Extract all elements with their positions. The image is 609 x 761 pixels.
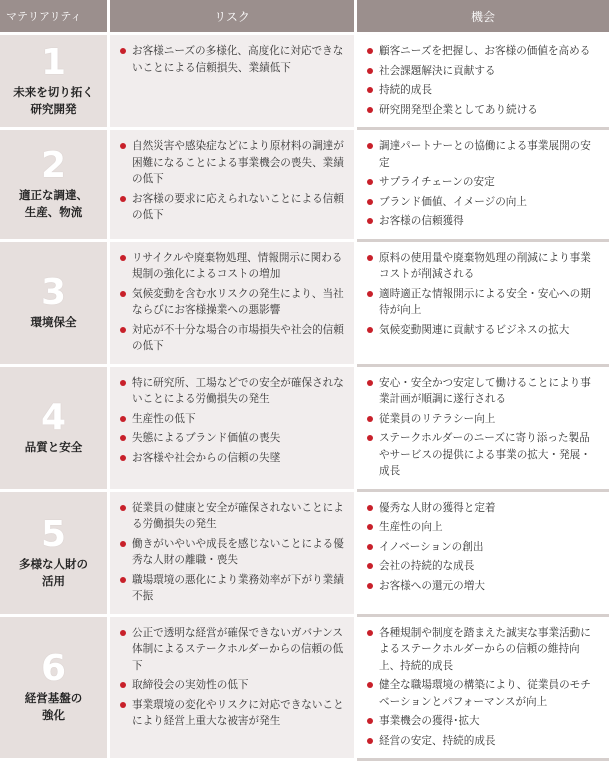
opportunity-cell xyxy=(357,367,609,492)
materiality-name: 未来を切り拓く 研究開発 xyxy=(0,84,107,118)
risk-cell xyxy=(110,242,357,367)
table-row xyxy=(0,367,609,492)
risk-item: 働きがいやいや成長を感じないことによる優秀な人財の離職・喪失 xyxy=(120,536,344,569)
materiality-cell xyxy=(0,617,110,761)
risk-item: お客様の要求に応えられないことによる信頼の低下 xyxy=(120,191,344,224)
opportunity-cell xyxy=(357,617,609,761)
risk-list xyxy=(110,35,354,85)
materiality-cell xyxy=(0,35,110,130)
opportunity-cell xyxy=(357,35,609,130)
risk-list xyxy=(110,617,354,739)
opportunity-list xyxy=(357,617,609,759)
risk-item: 特に研究所、工場などでの安全が確保されないことによる労働損失の発生 xyxy=(120,375,344,408)
opportunity-item: 持続的成長 xyxy=(367,82,599,99)
opportunity-item: 会社の持続的な成長 xyxy=(367,558,599,575)
opportunity-item: お客様への還元の増大 xyxy=(367,578,599,595)
table-body xyxy=(0,35,609,761)
opportunity-item: イノベーションの創出 xyxy=(367,539,599,556)
risk-item: 失態によるブランド価値の喪失 xyxy=(120,430,344,447)
risk-cell xyxy=(110,130,357,242)
table-row xyxy=(0,242,609,367)
materiality-name: 適正な調達、 生産、物流 xyxy=(0,187,107,221)
risk-item: 対応が不十分な場合の市場損失や社会的信頼の低下 xyxy=(120,322,344,355)
table-row xyxy=(0,617,609,761)
header-row xyxy=(0,0,609,35)
materiality-cell xyxy=(0,367,110,492)
table-row xyxy=(0,35,609,130)
table-row xyxy=(0,492,609,617)
opportunity-item: 各種規制や制度を踏まえた誠実な事業活動によるステークホルダーからの信頼の維持向上、持続的成長 xyxy=(367,625,599,675)
opportunity-item: 社会課題解決に貢献する xyxy=(367,63,599,80)
opportunity-list xyxy=(357,35,609,127)
risk-cell xyxy=(110,492,357,617)
materiality-number: 5 xyxy=(0,516,107,554)
risk-list xyxy=(110,367,354,476)
opportunity-item: 事業機会の獲得･拡大 xyxy=(367,713,599,730)
header-materiality: マテリアリティ xyxy=(0,0,110,35)
opportunity-cell xyxy=(357,492,609,617)
materiality-number: 4 xyxy=(0,399,107,437)
risk-item: 気候変動を含む水リスクの発生により、当社ならびにお客様操業への悪影響 xyxy=(120,286,344,319)
opportunity-list xyxy=(357,130,609,239)
materiality-number: 6 xyxy=(0,650,107,688)
risk-item: 事業環境の変化やリスクに対応できないことにより経営上重大な被害が発生 xyxy=(120,697,344,730)
risk-item: 公正で透明な経営が確保できないガバナンス体制によるステークホルダーからの信頼の低下 xyxy=(120,625,344,675)
risk-list xyxy=(110,492,354,614)
materiality-name: 経営基盤の 強化 xyxy=(0,690,107,724)
risk-cell xyxy=(110,367,357,492)
table-row xyxy=(0,130,609,242)
header-opportunity: 機会 xyxy=(357,0,609,35)
risk-list xyxy=(110,130,354,233)
risk-cell xyxy=(110,35,357,130)
risk-item: リサイクルや廃棄物処理、情報開示に関わる規制の強化によるコストの増加 xyxy=(120,250,344,283)
opportunity-item: 健全な職場環境の構築により、従業員のモチベーションとパフォーマンスが向上 xyxy=(367,677,599,710)
opportunity-item: 顧客ニーズを把握し、お客様の価値を高める xyxy=(367,43,599,60)
risk-item: 職場環境の悪化により業務効率が下がり業績不振 xyxy=(120,572,344,605)
risk-item: お客様や社会からの信頼の失墜 xyxy=(120,450,344,467)
opportunity-item: ブランド価値、イメージの向上 xyxy=(367,194,599,211)
materiality-cell xyxy=(0,242,110,367)
opportunity-item: 経営の安定、持続的成長 xyxy=(367,733,599,750)
header-risk: リスク xyxy=(110,0,357,35)
risk-item: 従業員の健康と安全が確保されないことによる労働損失の発生 xyxy=(120,500,344,533)
opportunity-item: 安心・安全かつ安定して働けることにより事業計画が順調に遂行される xyxy=(367,375,599,408)
risk-item: 生産性の低下 xyxy=(120,411,344,428)
materiality-name: 環境保全 xyxy=(0,314,107,331)
opportunity-item: 気候変動関連に貢献するビジネスの拡大 xyxy=(367,322,599,339)
opportunity-item: 調達パートナーとの協働による事業展開の安定 xyxy=(367,138,599,171)
opportunity-item: お客様の信頼獲得 xyxy=(367,213,599,230)
risk-item: お客様ニーズの多様化、高度化に対応できないことによる信頼損失、業績低下 xyxy=(120,43,344,76)
risk-item: 取締役会の実効性の低下 xyxy=(120,677,344,694)
materiality-name: 多様な人財の 活用 xyxy=(0,556,107,590)
opportunity-cell xyxy=(357,242,609,367)
risk-item: 自然災害や感染症などにより原材料の調達が困難になることによる事業機会の喪失、業績の低下 xyxy=(120,138,344,188)
opportunity-item: 適時適正な情報開示による安全・安心への期待が向上 xyxy=(367,286,599,319)
materiality-number: 1 xyxy=(0,44,107,82)
materiality-cell xyxy=(0,130,110,242)
opportunity-item: 生産性の向上 xyxy=(367,519,599,536)
risk-list xyxy=(110,242,354,364)
opportunity-list xyxy=(357,242,609,348)
risk-cell xyxy=(110,617,357,761)
opportunity-list xyxy=(357,367,609,489)
opportunity-item: 従業員のリテラシー向上 xyxy=(367,411,599,428)
opportunity-item: ステークホルダーのニーズに寄り添った製品やサービスの提供による事業の拡大・発展・成長 xyxy=(367,430,599,480)
materiality-number: 3 xyxy=(0,274,107,312)
materiality-number: 2 xyxy=(0,147,107,185)
opportunity-item: 優秀な人財の獲得と定着 xyxy=(367,500,599,517)
opportunity-item: サプライチェーンの安定 xyxy=(367,174,599,191)
materiality-cell xyxy=(0,492,110,617)
opportunity-cell xyxy=(357,130,609,242)
opportunity-item: 原料の使用量や廃棄物処理の削減により事業コストが削減される xyxy=(367,250,599,283)
opportunity-list xyxy=(357,492,609,604)
materiality-name: 品質と安全 xyxy=(0,439,107,456)
opportunity-item: 研究開発型企業としてあり続ける xyxy=(367,102,599,119)
